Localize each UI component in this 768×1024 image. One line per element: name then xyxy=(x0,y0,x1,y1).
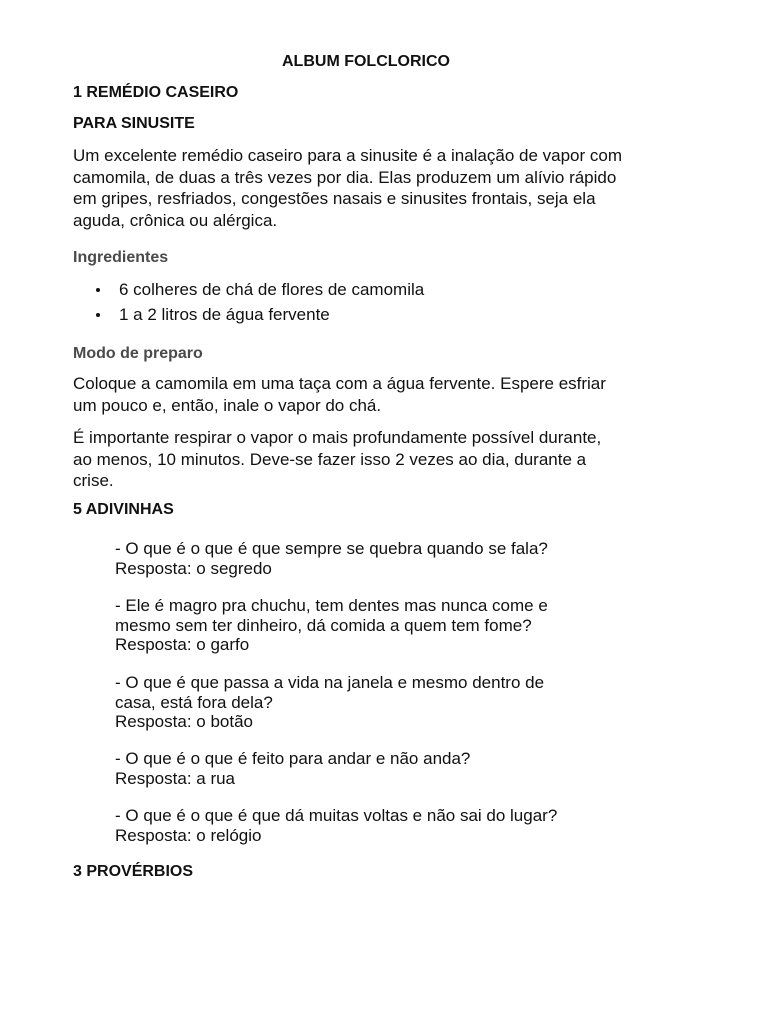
ingredients-heading: Ingredientes xyxy=(73,249,169,266)
section-subheading-sinusite: PARA SINUSITE xyxy=(73,115,195,132)
preparation-heading: Modo de preparo xyxy=(73,345,203,362)
section-heading-remedio: 1 REMÉDIO CASEIRO xyxy=(73,84,239,101)
preparation-line: crise. xyxy=(73,471,114,490)
preparation-line: É importante respirar o vapor o mais profundamente possível durante, xyxy=(73,428,602,447)
preparation-line: ao menos, 10 minutos. Deve-se fazer isso 2 vezes ao dia, durante a xyxy=(73,449,587,469)
list-item xyxy=(73,277,424,302)
intro-line: em gripes, resfriados, congestões nasais e sinusites frontais, seja ela xyxy=(73,189,596,208)
intro-paragraph xyxy=(73,145,673,231)
riddle-item xyxy=(115,539,635,578)
riddle-question: - O que é o que é que dá muitas voltas e não sai do lugar? xyxy=(115,806,558,825)
riddle-question: - O que é que passa a vida na janela e mesmo dentro de xyxy=(115,673,545,692)
section-heading-proverbios: 3 PROVÉRBIOS xyxy=(73,863,194,880)
riddle-answer: Resposta: o garfo xyxy=(115,635,250,654)
ingredients-list xyxy=(73,277,424,327)
preparation-paragraph xyxy=(73,427,673,492)
riddle-item xyxy=(115,673,635,732)
riddle-answer: Resposta: o botão xyxy=(115,712,253,731)
riddle-item xyxy=(115,806,635,845)
document-title: ALBUM FOLCLORICO xyxy=(282,53,450,70)
riddle-answer: Resposta: a rua xyxy=(115,768,236,788)
riddle-question: - Ele é magro pra chuchu, tem dentes mas nunca come e xyxy=(115,596,548,615)
bullet-icon xyxy=(96,313,100,317)
intro-line: aguda, crônica ou alérgica. xyxy=(73,210,278,230)
riddle-item xyxy=(115,749,635,788)
riddle-question: mesmo sem ter dinheiro, dá comida a quem tem fome? xyxy=(115,615,532,635)
preparation-line: Coloque a camomila em uma taça com a água fervente. Espere esfriar xyxy=(73,374,606,393)
riddle-item xyxy=(115,596,635,655)
riddle-question: - O que é o que é que sempre se quebra quando se fala? xyxy=(115,539,548,558)
riddle-answer: Resposta: o segredo xyxy=(115,558,272,578)
intro-line: camomila, de duas a três vezes por dia. Elas produzem um alívio rápido xyxy=(73,167,617,187)
list-item xyxy=(73,302,424,327)
section-heading-adivinhas: 5 ADIVINHAS xyxy=(73,501,174,518)
intro-line: Um excelente remédio caseiro para a sinusite é a inalação de vapor com xyxy=(73,146,623,165)
riddle-question: - O que é o que é feito para andar e não anda? xyxy=(115,749,471,768)
ingredient-text: 6 colheres de chá de flores de camomila xyxy=(119,280,425,299)
riddle-answer: Resposta: o relógio xyxy=(115,825,262,845)
preparation-line: um pouco e, então, inale o vapor do chá. xyxy=(73,395,382,415)
ingredient-text: 1 a 2 litros de água fervente xyxy=(119,305,330,324)
bullet-icon xyxy=(96,288,100,292)
preparation-paragraph xyxy=(73,373,673,416)
riddle-question: casa, está fora dela? xyxy=(115,692,273,712)
